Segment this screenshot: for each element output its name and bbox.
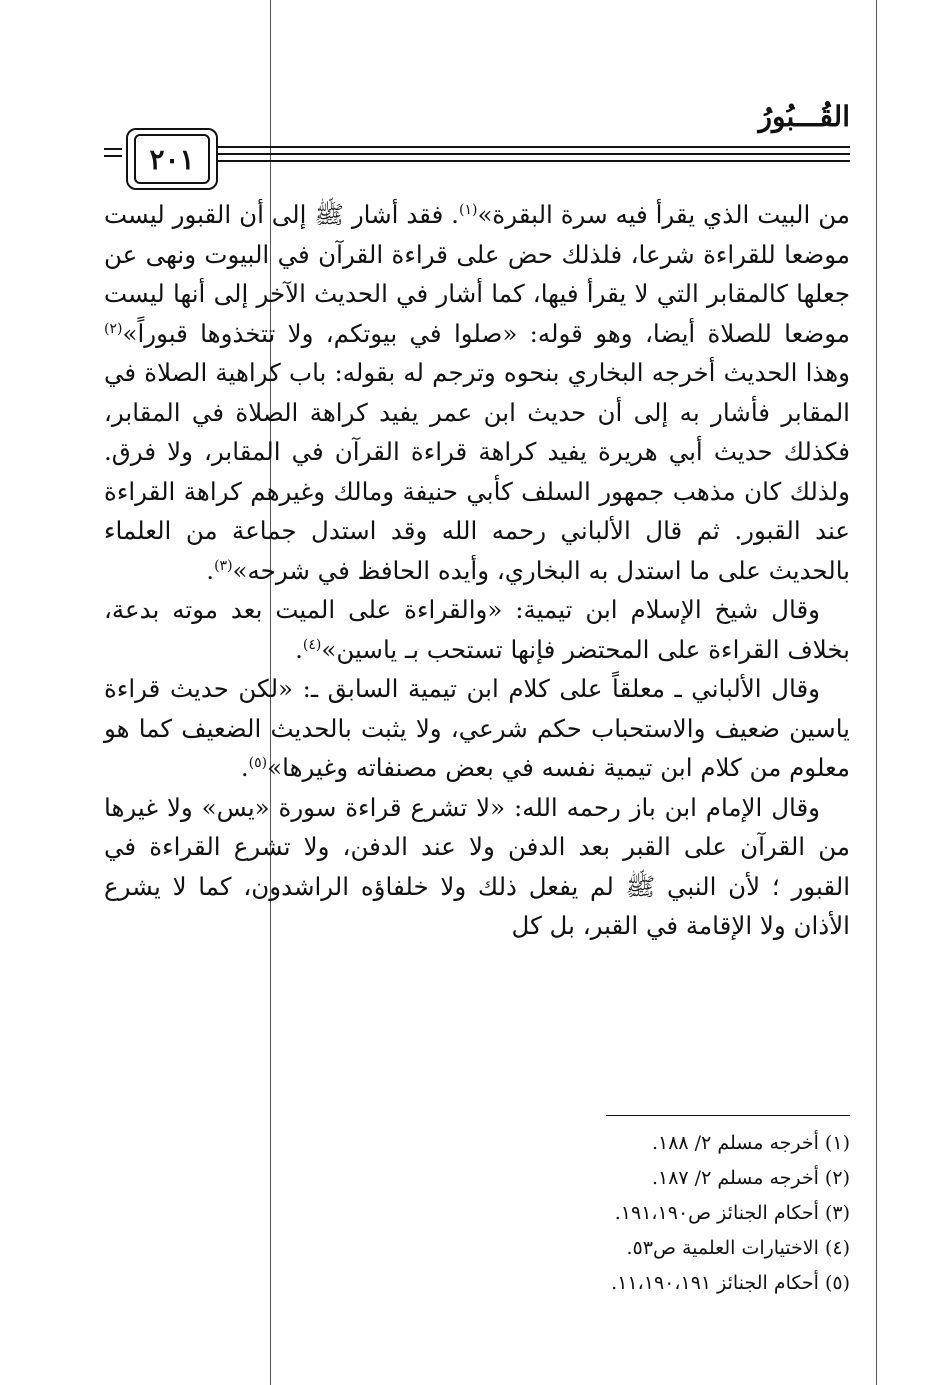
text-run: وهذا الحديث أخرجه البخاري بنحوه وترجم له بقوله: باب كراهية الصلاة في المقابر فأشار به إلى أن حديث ابن عمر يفيد كراهة الصلاة في المقابر، فكذلك حديث أبي هريرة يفيد كراهة قراءة القرآن في المقابر، ولا فرق. ولذلك كان مذهب جمهور السلف كأبي حنيفة ومالك وغيرهم كراهة القراءة عند القبور. ثم قال الألباني رحمه الله وقد استدل جماعة من العلماء بالحديث على ما استدل به البخاري، وأيده الحافظ في شرحه»: [104, 358, 850, 585]
text-run: وقال شيخ الإسلام ابن تيمية: «والقراءة على الميت بعد موته بدعة، بخلاف القراءة على المحتضر فإنها تستحب بـ ياسين»: [104, 595, 850, 664]
text-run: .: [240, 753, 249, 782]
footnote-ref-5[interactable]: (٥): [248, 754, 268, 771]
footnotes: [300, 1126, 850, 1301]
footnote-separator: [606, 1115, 850, 1116]
scan-margin-line-right: [876, 0, 877, 1385]
paragraph-4: [104, 788, 850, 946]
page-number: ٢٠١: [134, 134, 210, 184]
running-title: القُـــبُورُ: [758, 100, 850, 133]
text-run: وقال الإمام ابن باز رحمه الله: «لا تشرع قراءة سورة «يس» ولا غيرها من القرآن على القبر بعد الدفن ولا عند الدفن، ولا تشرع القراءة في القبور ؛ لأن النبي ﷺ لم يفعل ذلك ولا خلفاؤه الراشدون، كما لا يشرع الأذان ولا الإقامة في القبر، بل كل: [104, 792, 850, 940]
paragraph-3: [104, 669, 850, 788]
header-rule: [218, 146, 850, 162]
text-run: وقال الألباني ـ معلقاً على كلام ابن تيمية السابق ـ: «لكن حديث قراءة ياسين ضعيف والاستحباب حكم شرعي، ولا يثبت بالحديث الضعيف كما هو معلوم من كلام ابن تيمية نفسه في بعض مصنفاته وغيرها»: [104, 674, 850, 782]
text-run: من البيت الذي يقرأ فيه سرة البقرة»: [477, 200, 850, 229]
footnote-2: (٢) أخرجه مسلم ٢/ ١٨٧.: [651, 1167, 850, 1189]
header-rule-left: [104, 148, 122, 162]
footnote-ref-3[interactable]: (٣): [214, 557, 233, 574]
footnote-5: (٥) أحكام الجنائز ١١،١٩٠،١٩١.: [611, 1272, 850, 1294]
footnote-ref-1[interactable]: (١): [458, 201, 478, 218]
footnote-3: (٣) أحكام الجنائز ص١٩١،١٩٠.: [614, 1202, 850, 1224]
paragraph-1: [104, 195, 850, 590]
footnote-ref-4[interactable]: (٤): [302, 636, 322, 653]
text-run: .: [206, 555, 215, 585]
footnote-1: (١) أخرجه مسلم ٢/ ١٨٨.: [651, 1132, 850, 1154]
text-run: .: [295, 634, 303, 664]
text-run: . فقد أشار ﷺ إلى أن القبور ليست موضعا للقراءة شرعا، فلذلك حض على قراءة القرآن في البيوت ونهى عن جعلها كالمقابر التي لا يقرأ فيها، كما أشار في الحديث الآخر إلى أنها ليست موضعا للصلاة أيضا، وهو قوله: «صلوا في بيوتكم، ولا تتخذوها قبوراً»: [104, 200, 850, 348]
footnote-ref-2[interactable]: (٢): [104, 320, 123, 337]
footnote-4: (٤) الاختيارات العلمية ص٥٣.: [626, 1237, 850, 1259]
paragraph-2: [104, 590, 850, 669]
body-text: [104, 195, 850, 946]
